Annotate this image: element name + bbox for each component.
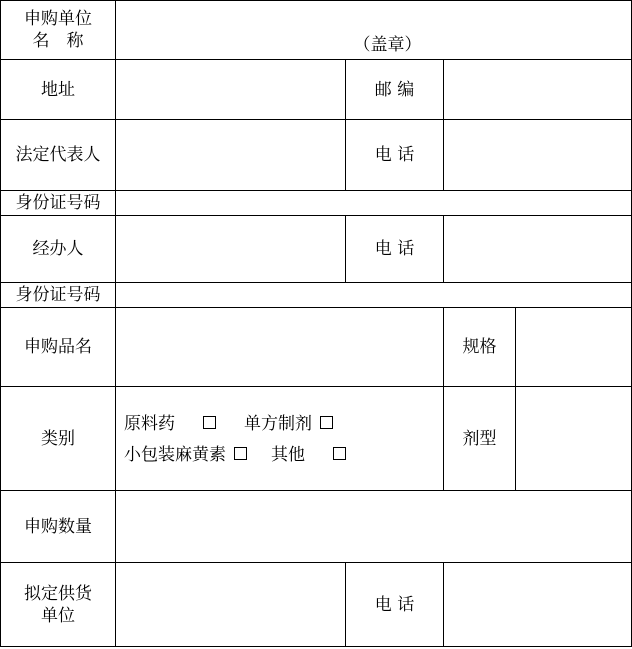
row-unit-name [1, 1, 632, 60]
seal-note: （盖章） [353, 35, 422, 55]
field-unit-name[interactable] [116, 1, 632, 60]
label-supplier-line2: 单位 [41, 605, 75, 626]
field-supplier[interactable] [116, 563, 346, 647]
label-category: 类别 [1, 387, 116, 491]
label-supplier [1, 563, 116, 647]
field-id-2[interactable] [116, 283, 632, 308]
row-category [1, 387, 632, 491]
option-raw-label: 原料药 [124, 413, 175, 434]
field-category [116, 387, 444, 491]
field-product-name[interactable] [116, 308, 444, 387]
row-quantity [1, 491, 632, 563]
label-quantity: 申购数量 [1, 491, 116, 563]
label-phone-1: 电 话 [346, 120, 444, 191]
label-postcode: 邮 编 [346, 60, 444, 120]
label-legal-rep: 法定代表人 [1, 120, 116, 191]
option-other-label: 其他 [271, 444, 305, 465]
label-unit-name [1, 1, 116, 60]
row-product [1, 308, 632, 387]
label-phone-2: 电 话 [346, 216, 444, 283]
field-handler[interactable] [116, 216, 346, 283]
row-address [1, 60, 632, 120]
row-id-1 [1, 191, 632, 216]
field-phone-1[interactable] [444, 120, 632, 191]
option-small-pack-checkbox[interactable] [234, 447, 247, 460]
field-dosage-form[interactable] [516, 387, 632, 491]
label-id-1: 身份证号码 [1, 191, 116, 216]
label-spec: 规格 [444, 308, 516, 387]
category-line-2 [116, 440, 443, 471]
label-supplier-line1: 拟定供货 [24, 583, 92, 604]
label-handler: 经办人 [1, 216, 116, 283]
field-legal-rep[interactable] [116, 120, 346, 191]
field-phone-2[interactable] [444, 216, 632, 283]
row-handler [1, 216, 632, 283]
option-small-pack-label: 小包装麻黄素 [124, 444, 226, 465]
option-other-checkbox[interactable] [333, 447, 346, 460]
field-address[interactable] [116, 60, 346, 120]
label-product-name: 申购品名 [1, 308, 116, 387]
option-raw-checkbox[interactable] [203, 416, 216, 429]
label-unit-name-line1: 申购单位 [24, 9, 92, 29]
label-dosage-form: 剂型 [444, 387, 516, 491]
field-id-1[interactable] [116, 191, 632, 216]
field-spec[interactable] [516, 308, 632, 387]
option-single-label: 单方制剂 [244, 413, 312, 434]
label-unit-name-line2: 名 称 [32, 31, 84, 51]
label-id-2: 身份证号码 [1, 283, 116, 308]
field-postcode[interactable] [444, 60, 632, 120]
field-phone-3[interactable] [444, 563, 632, 647]
option-single-checkbox[interactable] [320, 416, 333, 429]
category-line-1 [116, 409, 443, 440]
row-supplier [1, 563, 632, 647]
label-address: 地址 [1, 60, 116, 120]
row-legal-rep [1, 120, 632, 191]
row-id-2 [1, 283, 632, 308]
label-phone-3: 电 话 [346, 563, 444, 647]
field-quantity[interactable] [116, 491, 632, 563]
